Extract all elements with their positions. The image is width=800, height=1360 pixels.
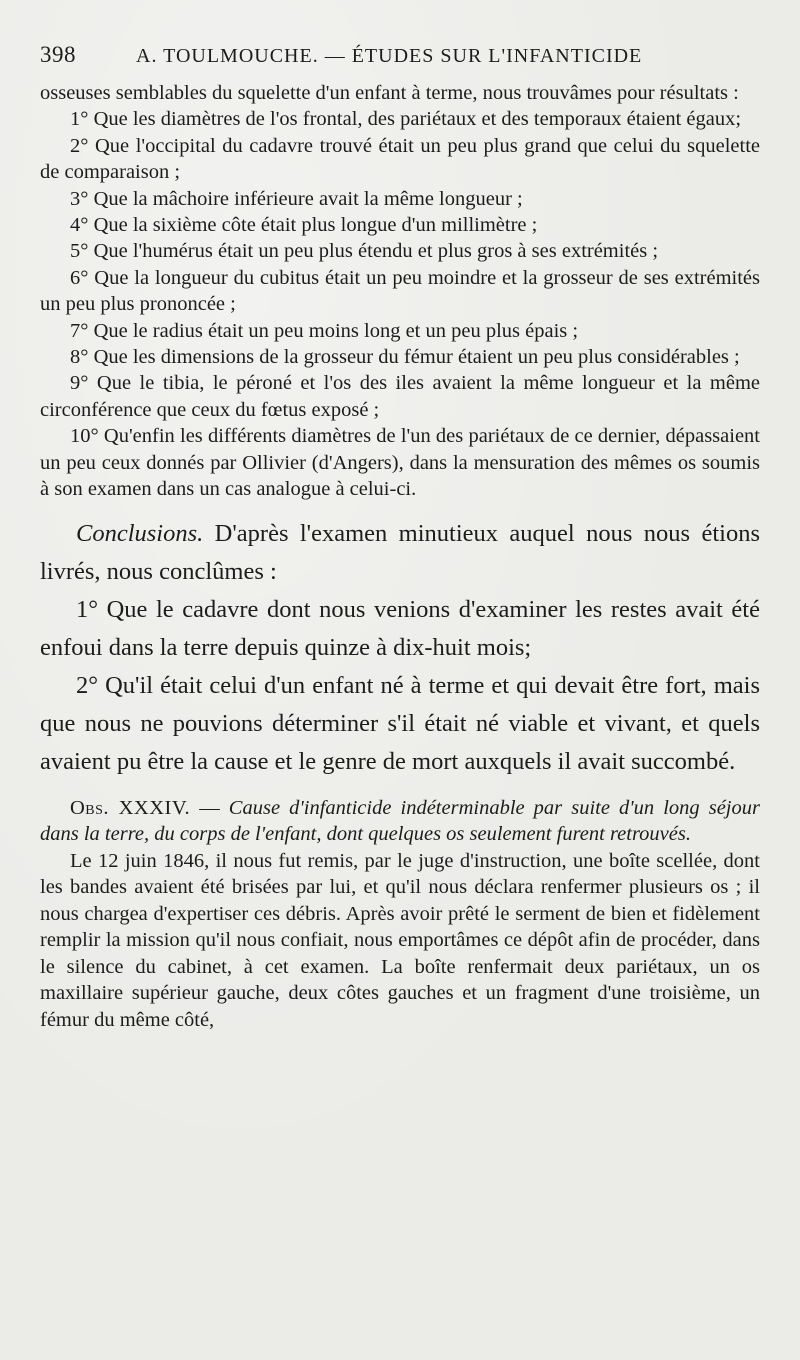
- results-section: [40, 80, 760, 503]
- observation-label: Obs. XXXIV.: [70, 796, 191, 819]
- observation-heading: [40, 795, 760, 848]
- intro-paragraph: osseuses semblables du squelette d'un enfant à terme, nous trouvâmes pour résultats :: [40, 82, 739, 104]
- running-title: A. TOULMOUCHE. — ÉTUDES SUR L'INFANTICIDE: [136, 45, 643, 67]
- result-item-4: 4° Que la sixième côte était plus longue d'un millimètre ;: [70, 214, 538, 237]
- result-item-6: 6° Que la longueur du cubitus était un peu moindre et la grosseur de ses extrémités un peu plus prononcée ;: [40, 266, 760, 316]
- conclusion-item-1: 1° Que le cadavre dont nous venions d'examiner les restes avait été enfoui dans la terre depuis quinze à dix-huit mois;: [40, 595, 760, 661]
- conclusions-text: D'après l'examen minutieux auquel nous nous étions livrés, nous conclûmes :: [40, 519, 760, 585]
- observation-title: Cause d'infanticide indéterminable par suite d'un long séjour dans la terre, du corps de l'enfant, dont quelques os seulement furent retrouvés.: [40, 796, 760, 845]
- conclusions-label: Conclusions.: [76, 519, 204, 547]
- result-item-9: 9° Que le tibia, le péroné et l'os des iles avaient la même longueur et la même circonférence que ceux du fœtus exposé ;: [40, 372, 760, 421]
- result-item-3: 3° Que la mâchoire inférieure avait la même longueur ;: [70, 187, 523, 210]
- running-head: [40, 42, 760, 76]
- observation-paragraph: Le 12 juin 1846, il nous fut remis, par le juge d'instruction, une boîte scellée, dont les bandes avaient été brisées par lui, et qu'il nous déclara renfermer plusieurs os ; il nous chargea d'expertiser ces débris. Après avoir prêté le serment de bien et fidèlement remplir la mission qu'il nous confiait, nous emportâmes ce dépôt afin de procéder, dans le silence du cabinet, à cet examen. La boîte renfermait deux pariétaux, un os maxillaire supérieur gauche, deux côtes gauches et un fragment d'une troisième, un fémur du même côté,: [40, 849, 760, 1031]
- result-item-2: 2° Que l'occipital du cadavre trouvé était un peu plus grand que celui du squelette de comparaison ;: [40, 134, 760, 184]
- observation-section: [40, 795, 760, 1034]
- conclusions-intro: [40, 515, 760, 591]
- body-text: [40, 80, 760, 1033]
- page-number: 398: [40, 42, 76, 67]
- result-item-10: 10° Qu'enfin les différents diamètres de l'un des pariétaux de ce dernier, dépassaient un peu ceux donnés par Ollivier (d'Angers), dans la mensuration des mêmes os soumis à son examen dans un cas analogue à celui-ci.: [40, 425, 760, 501]
- conclusions-section: [40, 515, 760, 781]
- observation-dash: —: [190, 796, 229, 819]
- result-item-8: 8° Que les dimensions de la grosseur du fémur étaient un peu plus considérables ;: [70, 346, 740, 369]
- conclusion-item-2: 2° Qu'il était celui d'un enfant né à terme et qui devait être fort, mais que nous ne pouvions déterminer s'il était né viable et vivant, et quels avaient pu être la cause et le genre de mort auxquels il avait succombé.: [40, 671, 760, 775]
- result-item-7: 7° Que le radius était un peu moins long et un peu plus épais ;: [70, 319, 579, 342]
- result-item-5: 5° Que l'humérus était un peu plus étendu et plus gros à ses extrémités ;: [70, 240, 659, 263]
- result-item-1: 1° Que les diamètres de l'os frontal, des pariétaux et des temporaux étaient égaux;: [70, 108, 742, 131]
